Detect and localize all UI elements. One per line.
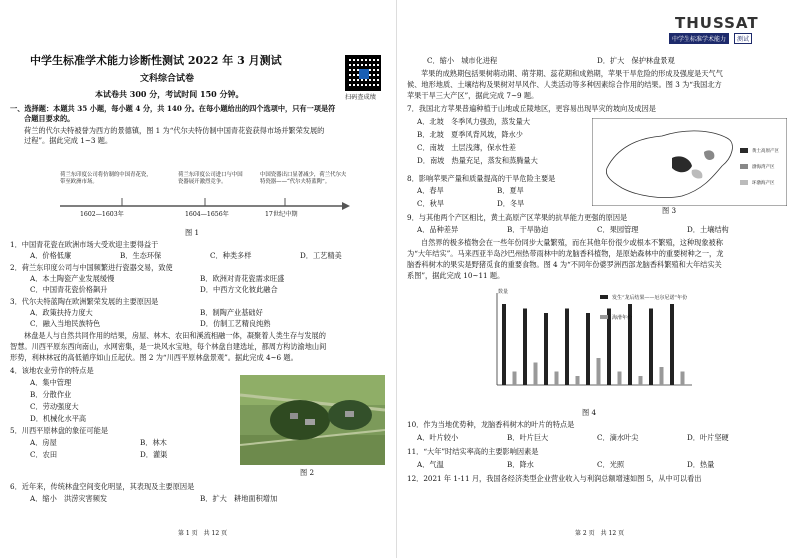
q6-option-a[interactable]: A．缩小 洪涝灾害频发 — [30, 494, 108, 503]
q7-option-b[interactable]: B．北坡 夏季风背风坡，降水少 — [417, 130, 523, 139]
chart-bar — [649, 309, 653, 386]
legend-bar-swatch — [600, 295, 608, 299]
chart-bar — [544, 313, 548, 385]
passage-1: 荷兰的代尔夫特被誉为西方的景德镇，图 1 为“代尔夫特仿制中国青花瓷获得市场并繁荣发展的 — [24, 126, 325, 135]
figure-1-caption: 图 1 — [185, 228, 200, 237]
chart-legend-2: 海滑年份 — [612, 315, 633, 321]
brand-logo-tag: 测试 — [734, 33, 752, 44]
question-7: 7．我国北方苹果普遍种植于山地或丘陵地区，更容易出现旱灾的坡向及成因是 — [407, 104, 656, 113]
timeline-year-1: 1602—1603年 — [80, 211, 124, 218]
chart-bar — [607, 309, 611, 386]
passage-4-cont: 为“大年结实”。马来西亚半岛沙巴州热带雨林中的龙脑香科植物，是原始森林中的重要树种之一，龙 — [407, 249, 724, 258]
timeline-year-3: 17世纪中期 — [265, 211, 298, 218]
chart-bar — [534, 363, 538, 386]
q9-option-d[interactable]: D．土壤结构 — [687, 225, 729, 234]
figure-3-map — [592, 118, 787, 206]
figure-2-aerial-photo — [240, 375, 385, 465]
qr-code[interactable] — [345, 55, 381, 91]
chart-bar — [670, 304, 674, 385]
q9-option-b[interactable]: B．干旱胁迫 — [507, 225, 549, 234]
q5-option-d[interactable]: D．灌渠 — [140, 450, 168, 459]
map-legend-3: 环渤海产区 — [752, 181, 775, 186]
page-footer-right: 第 2 页 共 12 页 — [575, 530, 625, 537]
q5-option-a[interactable]: A．房屋 — [30, 438, 57, 447]
figure-3-caption: 图 3 — [662, 206, 677, 215]
q2-option-d[interactable]: D．中西方文化彼此融合 — [200, 285, 278, 294]
passage-4-cont3: 系图”，据此完成 10~11 题。 — [407, 271, 505, 280]
section-heading: 一、选择题：本题共 35 小题，每小题 4 分，共 140 分。在每小题给出的四个选项中，只有一项是符 — [10, 104, 336, 113]
legend-bar2-swatch — [600, 315, 608, 319]
question-12: 12．2021 年 1-11 月，我国各经济类型企业营业收入与利润总额增速如图 5，从中可以看出 — [407, 474, 702, 483]
brand-logo-sub: 中学生标准学术能力 — [669, 33, 729, 44]
page-right — [397, 0, 794, 558]
q1-option-d[interactable]: D．工艺精美 — [300, 251, 342, 260]
q10-option-b[interactable]: B．叶片巨大 — [507, 433, 549, 442]
chart-bar — [681, 372, 685, 386]
chart-bar — [597, 358, 601, 385]
passage-3: 苹果的成熟期包括果树萌动期、萌芽期、蕊花期和成熟期，苹果干旱危险的形成及强度是天气气 — [421, 69, 723, 78]
chart-bar — [576, 376, 580, 385]
question-4: 4．该地农业劳作的特点是 — [10, 366, 94, 375]
q11-option-c[interactable]: C．光照 — [597, 460, 625, 469]
page-footer-left: 第 1 页 共 12 页 — [178, 530, 228, 537]
question-2: 2．荷兰东印度公司与中国频繁进行瓷器交易，致使 — [10, 263, 173, 272]
brand-logo-name: THUSSAT — [675, 14, 759, 32]
q1-option-b[interactable]: B．生态环保 — [120, 251, 162, 260]
q5-option-c[interactable]: C．农田 — [30, 450, 58, 459]
q7-option-c[interactable]: C．南坡 土层浅薄，保水性差 — [417, 143, 516, 152]
chart-bar — [618, 372, 622, 386]
q3-option-d[interactable]: D．仿制工艺精良纯熟 — [200, 319, 271, 328]
passage-4: 自然界的极多植物会在一些年份同步大量繁殖，而在其他年份很少或根本不繁殖，这种现象被称 — [421, 238, 723, 247]
q4-option-d[interactable]: D．机械化水平高 — [30, 414, 87, 423]
q3-option-b[interactable]: B．制陶产业基础好 — [200, 308, 263, 317]
question-5: 5．川西平原林盘的象征可能是 — [10, 426, 109, 435]
question-3: 3．代尔夫特蓝陶在欧洲繁荣发展的主要原因是 — [10, 297, 159, 306]
q8-option-b[interactable]: B．夏旱 — [497, 186, 524, 195]
q4-option-a[interactable]: A．集中管理 — [30, 378, 72, 387]
q6-option-d[interactable]: D．扩大 保护林盘景观 — [597, 56, 675, 65]
map-legend-1: 黄土高原产区 — [752, 149, 779, 154]
q2-option-b[interactable]: B．欧洲对青花瓷需求旺盛 — [200, 274, 285, 283]
map-legend-2: 渤海湾产区 — [752, 165, 775, 170]
timeline-box-2: 荷兰东印度公司进口与中国瓷器展开激烈竞争。 — [178, 172, 243, 185]
question-10: 10．作为当地优势种，龙脑香科树木的叶片的特点是 — [407, 420, 575, 429]
passage-4-cont2: 脑香科树木的果实是野猪觅食的重要食物。图 4 为“不同年份婆罗洲西部龙脑香科繁殖和大年结实关 — [407, 260, 722, 269]
q2-option-c[interactable]: C．中国青花瓷价格飙升 — [30, 285, 108, 294]
q9-option-c[interactable]: C．果园管理 — [597, 225, 639, 234]
q1-option-c[interactable]: C．种类多样 — [210, 251, 252, 260]
passage-2-cont2: 形势，利林林冠的高低循序如山丘起伏。图 2 为“川西平原林盘景观”。据此完成 4~6 题。 — [10, 353, 298, 362]
passage-3-cont2: 苹果干旱三大产区”，据此完成 7~9 题。 — [407, 91, 539, 100]
passage-2-cont: 智慧。川西平原东西向南山，水网密集，是一块风水宝地，每个林盘自建选址，都周方构访渝地山间 — [10, 342, 327, 351]
chart-bar — [565, 309, 569, 386]
q9-option-a[interactable]: A．品种差异 — [417, 225, 459, 234]
question-6: 6．近年来，传统林盘空间变化明显，其表现及主要原因是 — [10, 482, 195, 491]
q4-option-b[interactable]: B．分散作业 — [30, 390, 72, 399]
timeline-box-1: 荷兰东印度公司将仿制的中国青花瓷，带至欧洲市场。 — [60, 172, 152, 185]
chart-bar — [502, 304, 506, 385]
q8-option-d[interactable]: D．冬旱 — [497, 199, 525, 208]
q6-option-c[interactable]: C．缩小 城市化进程 — [427, 56, 498, 65]
passage-1-cont: 过程”。据此完成 1~3 题。 — [24, 136, 113, 145]
q8-option-c[interactable]: C．秋旱 — [417, 199, 445, 208]
question-1: 1．中国青花瓷在欧洲市场大受欢迎主要得益于 — [10, 240, 159, 249]
chart-bar — [586, 313, 590, 385]
q4-option-c[interactable]: C．劳动强度大 — [30, 402, 79, 411]
q3-option-c[interactable]: C．融入当地民族特色 — [30, 319, 101, 328]
q11-option-a[interactable]: A．气温 — [417, 460, 444, 469]
q10-option-a[interactable]: A．叶片较小 — [417, 433, 459, 442]
question-11: 11．“大年”时结实率高的主要影响因素是 — [407, 447, 539, 456]
chart-legend-1: 发生“龙后结果——厄尔尼诺”年份 — [612, 295, 688, 301]
q11-option-d[interactable]: D．热量 — [687, 460, 715, 469]
figure-2-caption: 图 2 — [300, 468, 315, 477]
qr-caption: 扫码查成绩 — [345, 94, 376, 101]
exam-subtitle: 文科综合试卷 — [140, 74, 195, 84]
section-heading-cont: 合题目要求的。 — [24, 114, 75, 123]
q11-option-b[interactable]: B．降水 — [507, 460, 534, 469]
chart-bar — [555, 372, 559, 386]
passage-2: 林盘是人与自然共同作用的结果，房屋、林木、农田和溪流相融一体，凝聚着人类生存与发展的 — [24, 331, 326, 340]
question-8: 8．影响苹果产量和质量提高的干旱危险主要是 — [407, 174, 556, 183]
q1-option-a[interactable]: A．价格低廉 — [30, 251, 72, 260]
q8-option-a[interactable]: A．春旱 — [417, 186, 444, 195]
chart-bar — [523, 309, 527, 386]
q6-option-b[interactable]: B．扩大 耕地面积增加 — [200, 494, 278, 503]
q2-option-a[interactable]: A．本土陶瓷产业发展缓慢 — [30, 274, 115, 283]
chart-y-label: 数量 — [498, 289, 509, 295]
figure-4-chart — [482, 285, 772, 405]
chart-bar — [639, 376, 643, 385]
question-9: 9．与其他两个产区相比，黄土高原产区苹果的抗旱能力更强的原因是 — [407, 213, 628, 222]
exam-info: 本试卷共 300 分，考试时间 150 分钟。 — [95, 89, 244, 99]
exam-title: 中学生标准学术能力诊断性测试 2022 年 3 月测试 — [30, 54, 282, 67]
figure-1-timeline — [60, 168, 350, 228]
chart-bar — [660, 367, 664, 385]
q10-option-d[interactable]: D．叶片坚硬 — [687, 433, 729, 442]
q10-option-c[interactable]: C．滴水叶尖 — [597, 433, 639, 442]
q7-option-a[interactable]: A．北坡 冬季风力强劲，蒸发量大 — [417, 117, 531, 126]
passage-3-cont: 候、地形地质、土壤结构及果树对旱风作、人类活动等多种因素综合作用的结果。图 3 为“我国北方 — [407, 80, 722, 89]
timeline-box-3: 中国瓷器出口显著减少，荷兰代尔夫特瓷器——“代尔夫特蓝陶”。 — [260, 172, 347, 185]
chart-bar — [513, 372, 517, 386]
q3-option-a[interactable]: A．政策扶持力度大 — [30, 308, 93, 317]
timeline-year-2: 1604—1656年 — [185, 211, 229, 218]
q7-option-d[interactable]: D．南坡 热量充足，蒸发和蒸腾量大 — [417, 156, 538, 165]
figure-4-caption: 图 4 — [582, 408, 597, 417]
q5-option-b[interactable]: B．林木 — [140, 438, 167, 447]
